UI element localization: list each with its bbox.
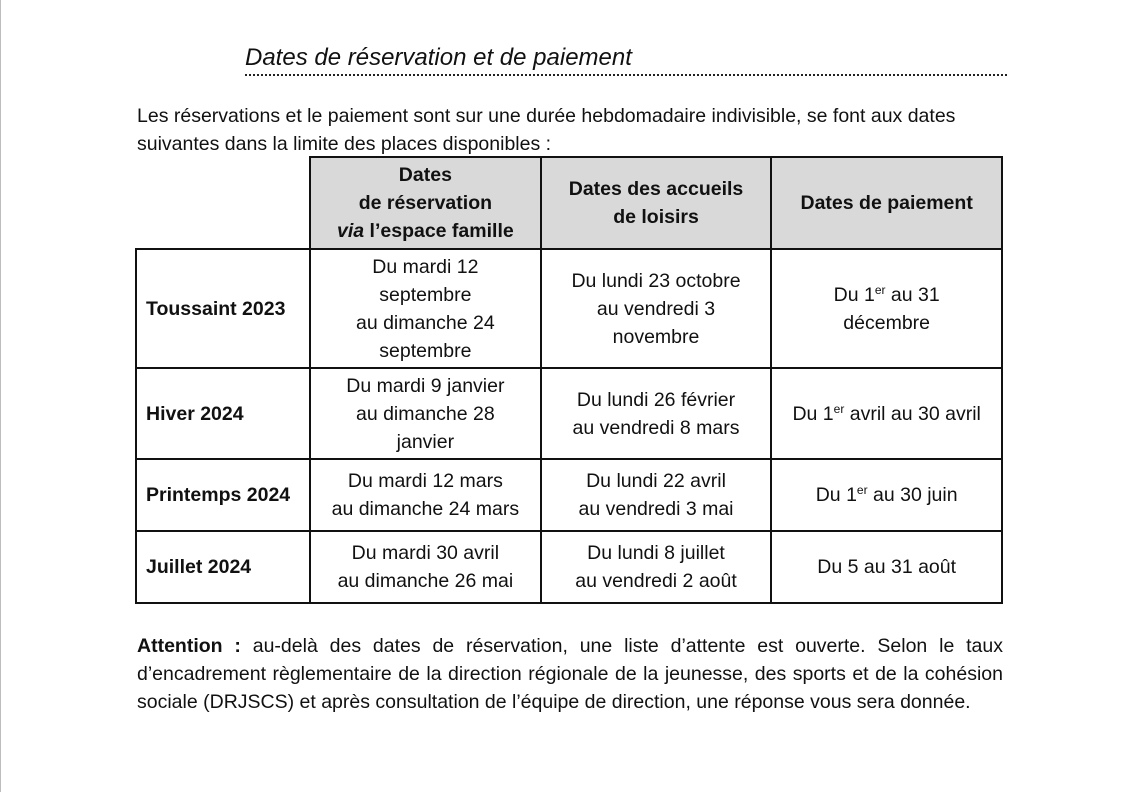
header-reservation-dates — [310, 157, 541, 249]
header-reservation-via: via — [337, 220, 365, 242]
reservation-text: Du mardi 12 septembre au dimanche 24 septembre — [355, 255, 495, 362]
paiement-ordinal: er — [856, 483, 868, 497]
header-empty-cell — [136, 157, 310, 249]
period-cell: Hiver 2024 — [136, 368, 310, 459]
header-accueils-label: Dates des accueils de loisirs — [568, 178, 744, 228]
attention-text: au-delà des dates de réservation, une liste d’attente est ouverte. Selon le taux d’encadrement règlementaire de la direction régionale de la jeunesse, des sports et de la cohésion sociale (DRJSCS) et après consultation de l’équipe de direction, une réponse vous sera donnée. — [137, 635, 1003, 713]
paiement-suffix: avril au 30 avril — [844, 402, 981, 425]
table-row — [136, 368, 1002, 459]
header-reservation-line3 — [317, 217, 534, 245]
accueils-text: Du lundi 22 avril au vendredi 3 mai — [578, 470, 734, 520]
page-title: Dates de réservation et de paiement — [245, 42, 1007, 76]
paiement-prefix: Du 1 — [833, 283, 875, 306]
paiement-cell — [771, 249, 1002, 368]
accueils-cell — [541, 249, 772, 368]
table-row — [136, 531, 1002, 603]
paiement-cell: Du 5 au 31 août — [771, 531, 1002, 603]
reservation-cell — [310, 368, 541, 459]
header-paiement-dates: Dates de paiement — [771, 157, 1002, 249]
reservation-cell — [310, 459, 541, 531]
table-header-row — [136, 157, 1002, 249]
period-cell: Juillet 2024 — [136, 531, 310, 603]
paiement-cell — [771, 459, 1002, 531]
reservation-text: Du mardi 9 janvier au dimanche 28 janvier — [346, 374, 505, 453]
page-left-edge — [0, 0, 1, 792]
paiement-suffix: au 30 juin — [867, 484, 958, 506]
reservation-text: Du mardi 30 avril au dimanche 26 mai — [337, 542, 514, 592]
paiement-text — [778, 400, 995, 428]
accueils-cell — [541, 368, 772, 459]
paiement-prefix: Du 1 — [815, 484, 857, 506]
paiement-prefix: Du 1 — [792, 402, 834, 425]
reservation-cell — [310, 249, 541, 368]
accueils-cell — [541, 531, 772, 603]
accueils-text: Du lundi 26 février au vendredi 8 mars — [572, 388, 740, 439]
header-reservation-line3-rest: l’espace famille — [364, 220, 514, 242]
paiement-text — [778, 281, 995, 337]
attention-note — [137, 632, 1003, 716]
paiement-ordinal: er — [874, 282, 886, 297]
attention-label: Attention : — [137, 635, 241, 657]
header-reservation-line2: de réservation — [358, 192, 493, 214]
paiement-text — [778, 481, 995, 509]
header-reservation-line1: Dates — [398, 164, 452, 186]
paiement-ordinal: er — [833, 401, 845, 416]
period-cell: Toussaint 2023 — [136, 249, 310, 368]
paiement-suffix: au 31 décembre — [843, 283, 940, 334]
header-accueils-dates — [541, 157, 772, 249]
schedule-table — [135, 156, 1003, 604]
accueils-text: Du lundi 8 juillet au vendredi 2 août — [575, 542, 737, 592]
period-cell: Printemps 2024 — [136, 459, 310, 531]
accueils-cell — [541, 459, 772, 531]
reservation-text: Du mardi 12 mars au dimanche 24 mars — [331, 470, 520, 520]
paiement-cell — [771, 368, 1002, 459]
table-row — [136, 459, 1002, 531]
table-row — [136, 249, 1002, 368]
intro-paragraph: Les réservations et le paiement sont sur une durée hebdomadaire indivisible, se font aux dates suivantes dans la limite des places disponibles : — [137, 105, 956, 155]
accueils-text: Du lundi 23 octobre au vendredi 3 novembre — [571, 269, 741, 348]
reservation-cell — [310, 531, 541, 603]
